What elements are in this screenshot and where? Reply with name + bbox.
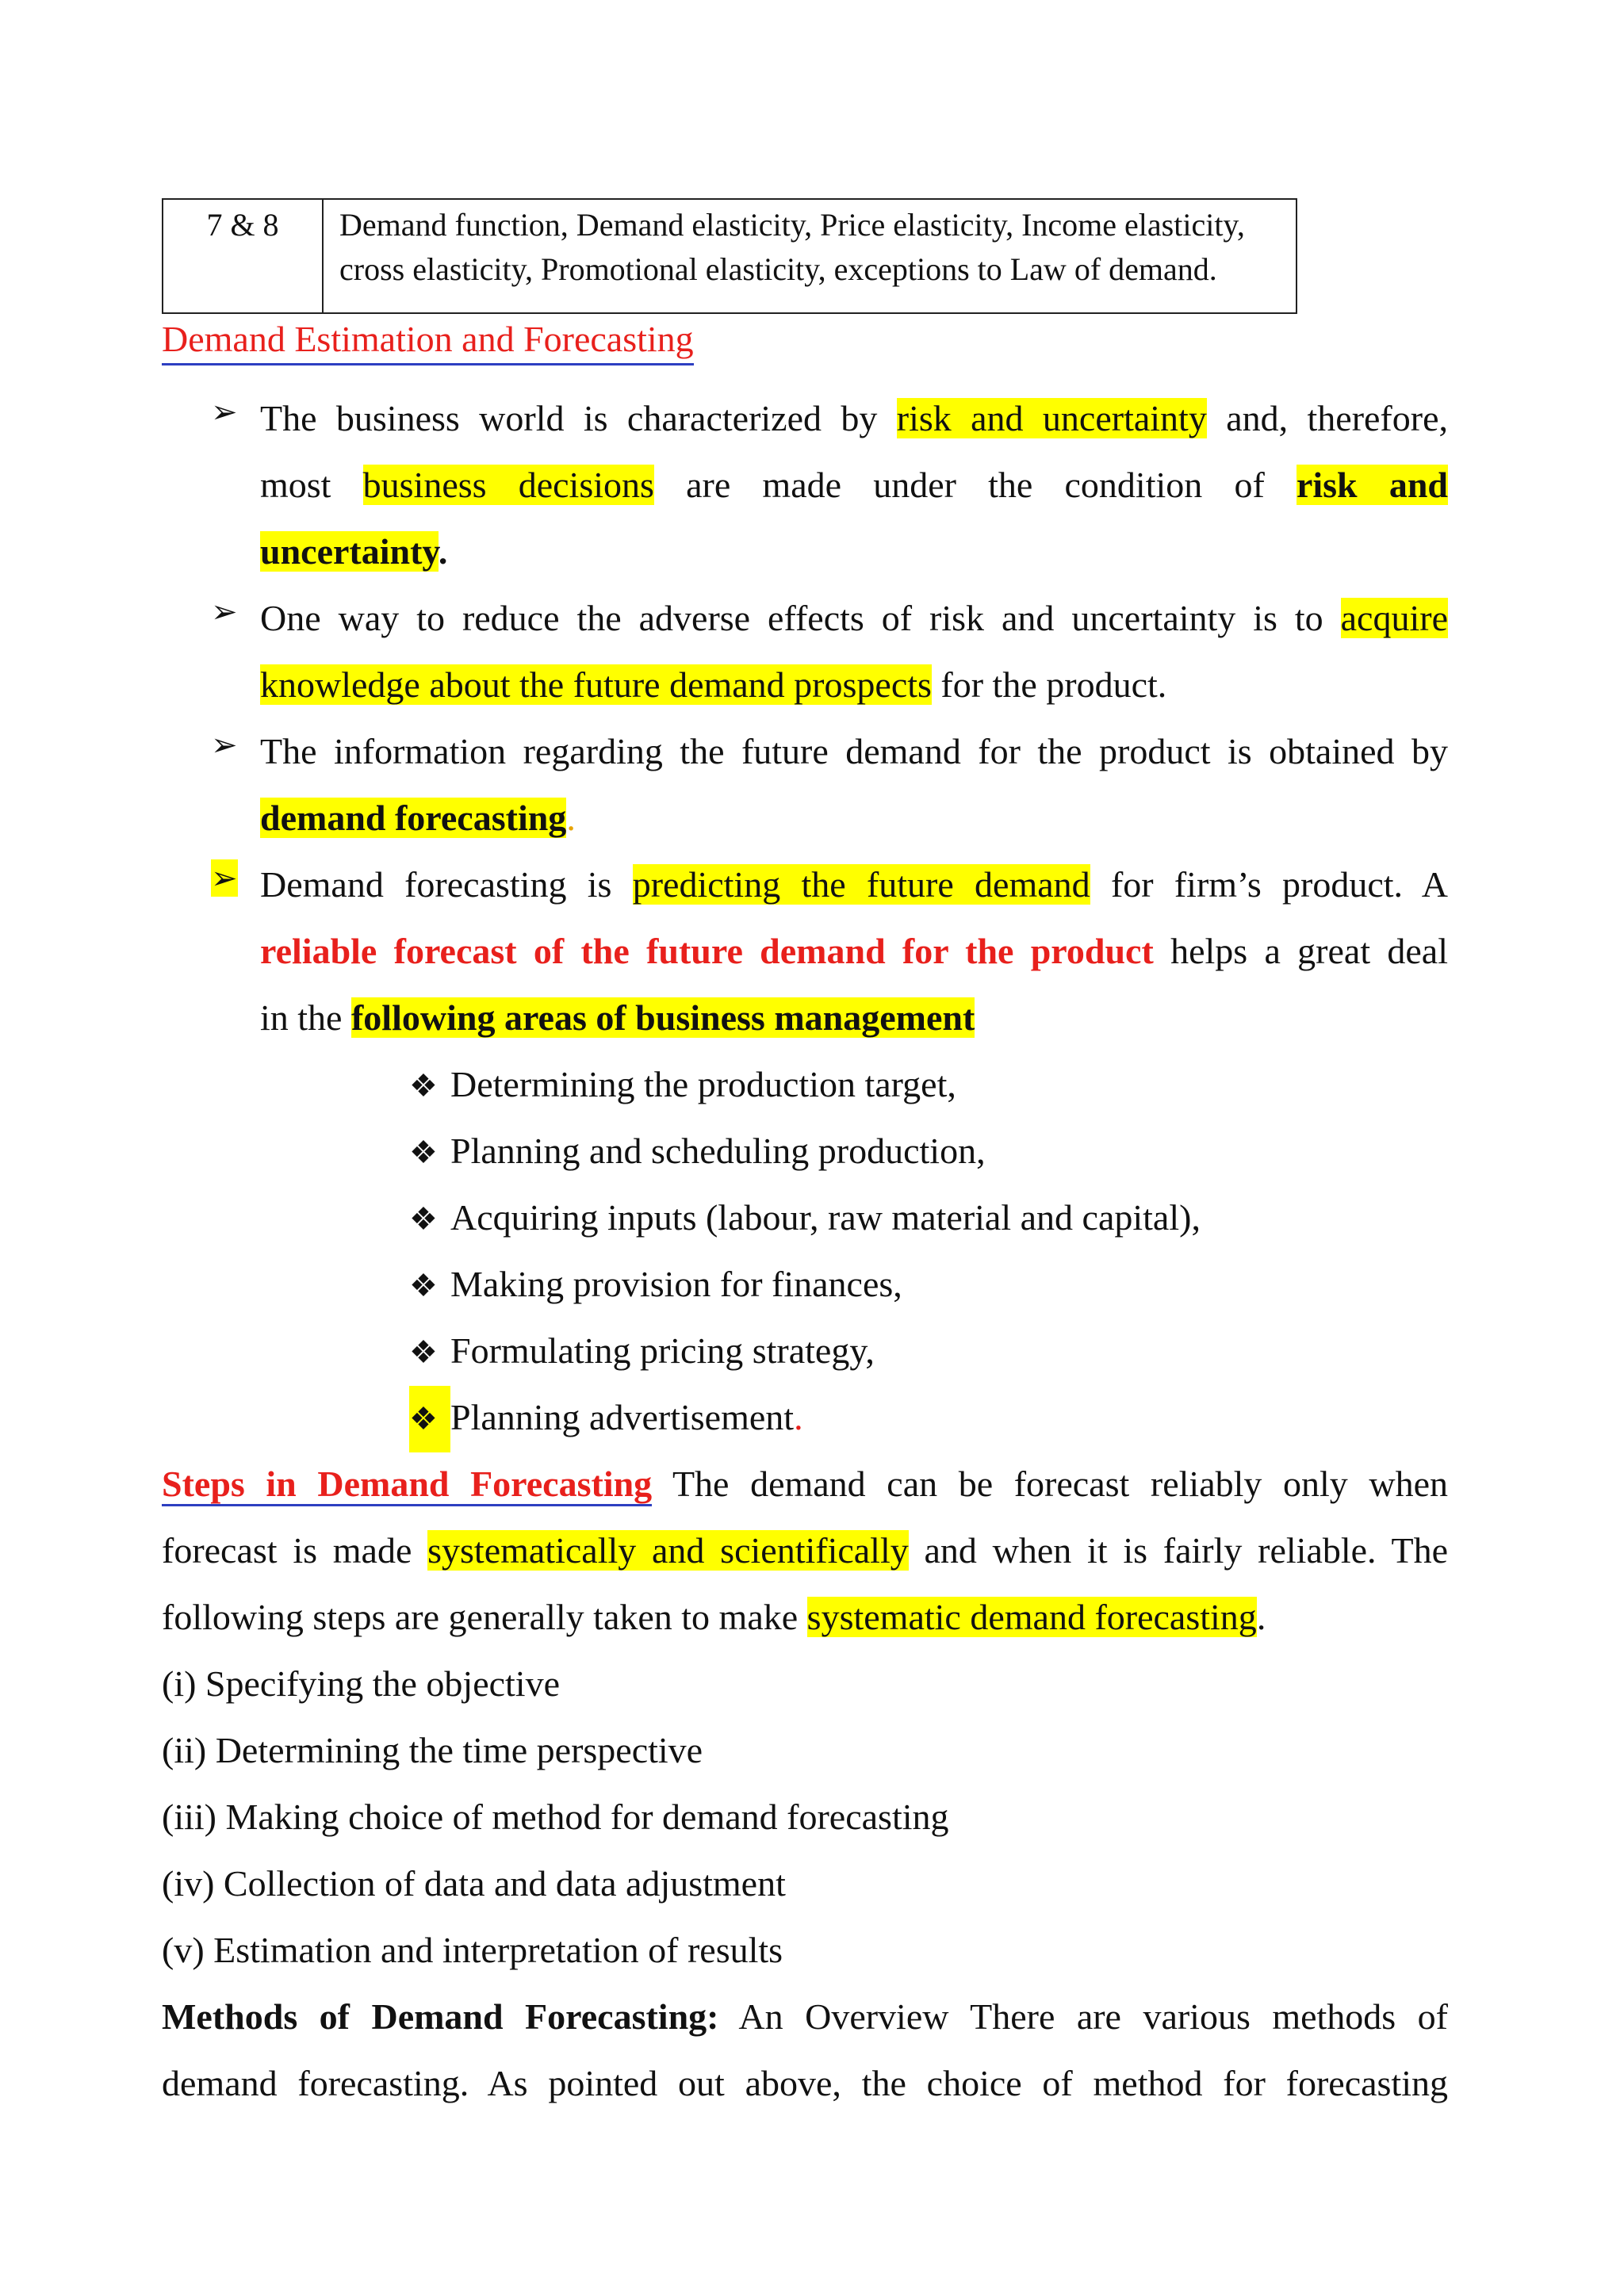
diamond-bullet-icon: ❖ [409,1068,438,1104]
step-item: (v) Estimation and interpretation of results [162,1930,783,1970]
syllabus-table [162,198,1297,314]
step-item: (iv) Collection of data and data adjustment [162,1863,786,1904]
list-item: ❖ Determining the production target, [409,1051,956,1119]
steps-title: Steps in Demand Forecasting [162,1464,652,1506]
diamond-bullet-icon: ❖ [409,1268,438,1303]
diamond-bullet-icon: ❖ [409,1386,450,1452]
list-item: ❖ Planning and scheduling production, [409,1118,986,1186]
step-item: (ii) Determining the time perspective [162,1730,703,1770]
table-cell-topics [324,200,1296,312]
steps-paragraph: Steps in Demand Forecasting The demand can be forecast reliably only when forecast is made systematically and scientifically and when it is fairly reliable. The following steps are generally taken to make systematic demand forecasting. (i) Specifying the objective (ii) Determining the time perspective (iii) Making choice of method for demand forecasting (iv) Collection of data and data adjustment (v) Estimation and interpretation of results [162,1451,1448,1984]
methods-title: Methods of Demand Forecasting: [162,1996,719,2037]
arrow-bullet-icon: ➢ [211,394,238,430]
step-item: (i) Specifying the objective [162,1663,561,1704]
list-item: ❖ Acquiring inputs (labour, raw material and capital), [409,1184,1201,1253]
bullet-1: The business world is characterized by risk and uncertainty and, therefore, most business decisions are made under the condition of risk and uncertainty. [260,398,1448,572]
arrow-bullet-icon: ➢ [211,727,238,763]
step-item: (iii) Making choice of method for demand forecasting [162,1797,949,1837]
table-topics-line-2: cross elasticity, Promotional elasticity, exceptions to Law of demand. [339,251,1217,287]
list-item: ❖ Making provision for finances, [409,1251,902,1319]
bullet-3: The information regarding the future demand for the product is obtained by demand forecasting. [260,731,1448,838]
diamond-bullet-icon: ❖ [409,1201,438,1237]
table-topics-line-1: Demand function, Demand elasticity, Price elasticity, Income elasticity, [339,207,1245,243]
methods-paragraph: Methods of Demand Forecasting: An Overview There are various methods of demand forecasting. As pointed out above, the choice of method for forecasting [162,1996,1448,2103]
list-item: ❖ Formulating pricing strategy, [409,1318,875,1386]
section-title: Demand Estimation and Forecasting [162,316,694,365]
arrow-bullet-icon: ➢ [211,594,238,629]
diamond-bullet-icon: ❖ [409,1334,438,1370]
diamond-bullet-icon: ❖ [409,1135,438,1170]
arrow-bullet-icon: ➢ [211,860,238,896]
table-cell-unit: 7 & 8 [163,200,324,312]
bullet-4: Demand forecasting is predicting the future demand for firm’s product. A reliable forecast of the future demand for the product helps a great deal in the following areas of business management [260,864,1448,1038]
list-item: ❖ Planning advertisement. [409,1384,803,1452]
bullet-2: One way to reduce the adverse effects of risk and uncertainty is to acquire knowledge about the future demand prospects for the product. [260,598,1448,705]
